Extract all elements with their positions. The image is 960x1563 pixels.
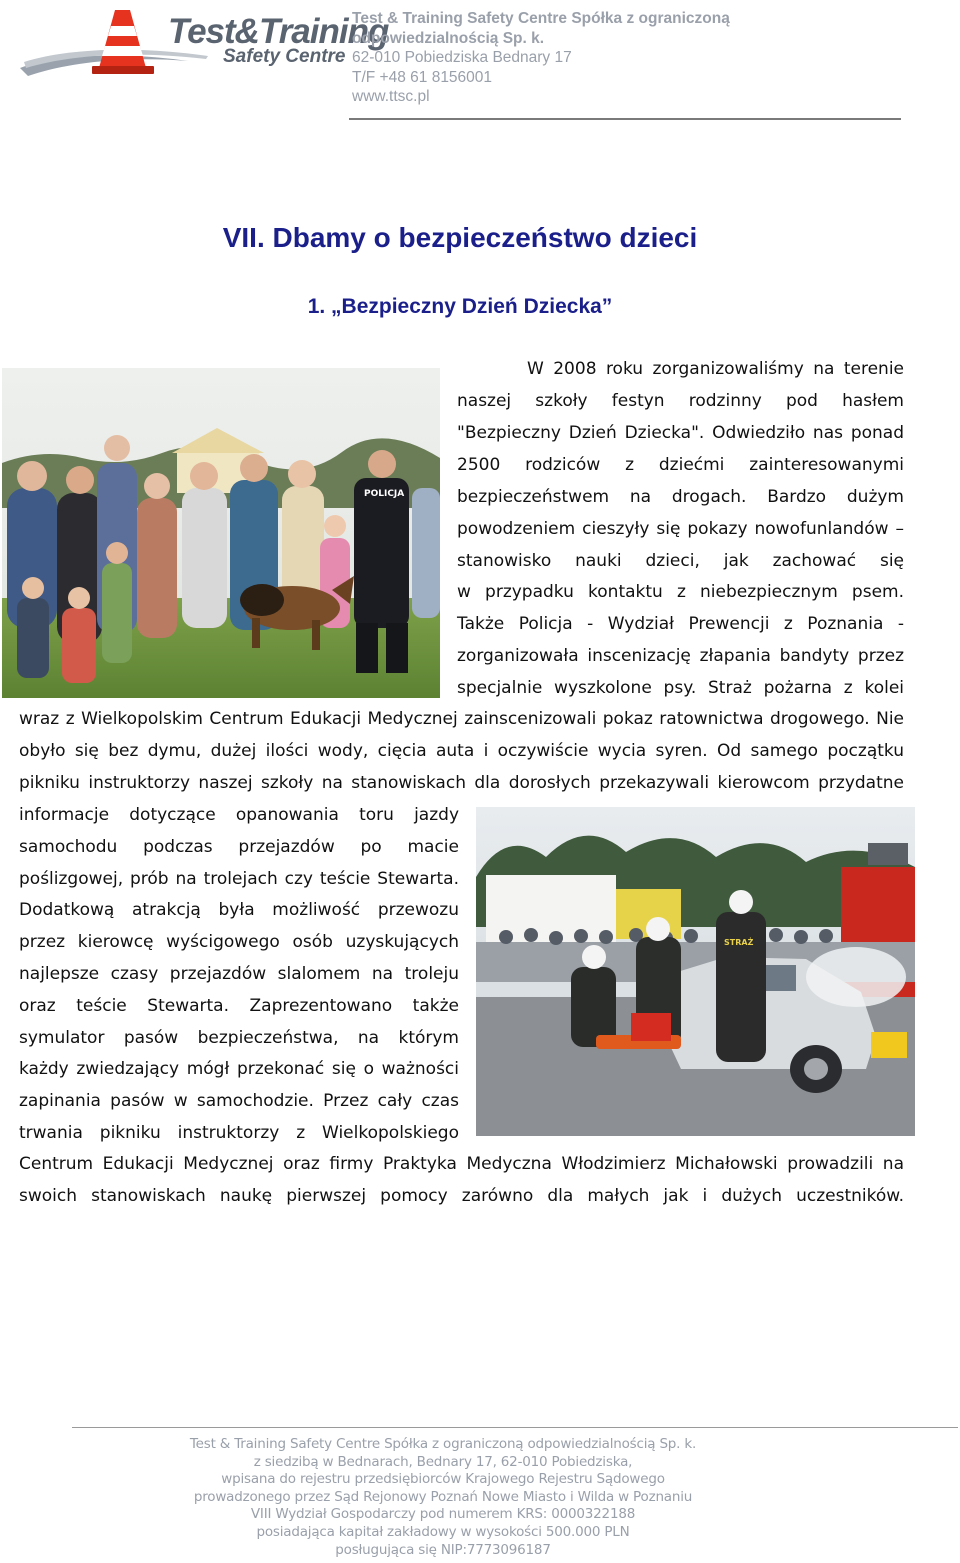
company-logo — [18, 6, 389, 106]
company-website-link[interactable]: www.ttsc.pl — [352, 88, 430, 105]
company-name-line1: Test & Training Safety Centre Spółka z ograniczoną — [352, 10, 730, 27]
paragraph-line: naszej szkoły festyn rodzinny pod hasłem — [457, 391, 904, 411]
photo-firefighters-rescue-demo — [476, 807, 915, 1136]
paragraph-line: "Bezpieczny Dzień Dziecka". Odwiedziło nas ponad — [457, 423, 904, 443]
paragraph-line: obyło się bez dymu, dużej ilości wody, cięcia auta i oczywiście wycia syren. Od samego początku — [19, 741, 904, 761]
paragraph-line: w przypadku kontaktu z niebezpiecznym psem. — [457, 582, 904, 602]
paragraph-line: specjalnie wyszkolone psy. Straż pożarna z kolei — [457, 678, 904, 698]
footer-legal-info — [0, 1436, 886, 1559]
footer-line: Test & Training Safety Centre Spółka z ograniczoną odpowiedzialnością Sp. k. — [189, 1436, 697, 1452]
paragraph-line: zorganizowała inscenizację złapania bandyty przez — [457, 646, 904, 666]
paragraph-line: najlepsze czasy przejazdów slalomem na troleju — [19, 964, 459, 984]
paragraph-line: pikniku instruktorzy naszej szkoły na stanowiskach dla dorosłych przekazywali kierowcom przydatne — [19, 773, 904, 793]
paragraph-line: symulator pasów bezpieczeństwa, na którym — [19, 1028, 459, 1048]
paragraph-line: każdy zwiedzający mógł przekonać się o ważności — [19, 1059, 459, 1079]
footer-line: prowadzonego przez Sąd Rejonowy Poznań Nowe Miasto i Wilda w Poznaniu — [193, 1488, 693, 1505]
paragraph-line: W 2008 roku zorganizowaliśmy na terenie — [527, 359, 904, 379]
paragraph-line: wraz z Wielkopolskim Centrum Edukacji Medycznej zainscenizowali pokaz ratownictwa drogowego. Nie — [19, 709, 904, 729]
paragraph-line: powodzeniem cieszyły się pokazy nowofunlandów – — [457, 519, 904, 539]
logo-wordmark: Test&Training — [168, 12, 389, 51]
firefighter-uniform-text: STRAŻ — [724, 938, 754, 947]
paragraph-line: Także Policja - Wydział Prewencji z Poznania - — [457, 614, 904, 634]
paragraph-line: swoich stanowiskach naukę pierwszej pomocy zarówno dla małych jak i dużych uczestników. — [19, 1186, 904, 1206]
company-address: 62-010 Pobiedziska Bednary 17 — [352, 49, 572, 66]
header-divider — [349, 118, 901, 120]
company-info — [352, 9, 730, 107]
paragraph-line: poślizgowej, prób na trolejach czy teście Stewarta. — [19, 869, 459, 889]
footer-line: posługująca się NIP:7773096187 — [335, 1541, 551, 1558]
paragraph-line: zapinania pasów w samochodzie. Przez cały czas — [19, 1091, 459, 1111]
paragraph-line: trwania pikniku instruktorzy z Wielkopolskiego — [19, 1123, 459, 1143]
company-phone: T/F +48 61 8156001 — [352, 68, 493, 86]
logo-subtitle: Safety Centre — [223, 46, 346, 67]
footer-divider — [72, 1427, 958, 1428]
paragraph-line: Centrum Edukacji Medycznej oraz firmy Praktyka Medyczna Włodzimierz Michałowski prowadzili na — [19, 1154, 904, 1174]
footer-line: z siedzibą w Bednarach, Bednary 17, 62-010 Pobiedziska, — [253, 1453, 633, 1470]
subsection-title: 1. „Bezpieczny Dzień Dziecka” — [307, 295, 613, 318]
section-title: VII. Dbamy o bezpieczeństwo dzieci — [222, 222, 698, 253]
paragraph-line: przez kierowcę wyścigowego osób uzyskujących — [19, 932, 459, 952]
paragraph-line: oraz teście Stewarta. Zaprezentowano także — [19, 996, 459, 1016]
police-vest-text: POLICJA — [364, 489, 405, 499]
paragraph-line: informacje dotyczące opanowania toru jazdy — [19, 805, 459, 825]
paragraph-line: stanowisko nauki dzieci, jak zachować się — [457, 551, 904, 571]
paragraph-line: bezpieczeństwem na drogach. Bardzo dużym — [457, 487, 904, 507]
company-name-line2: odpowiedzialnością Sp. k. — [352, 29, 545, 47]
footer-line: wpisana do rejestru przedsiębiorców Krajowego Rejestru Sądowego — [221, 1471, 665, 1488]
photo-police-dog-show — [2, 368, 440, 698]
footer-line: posiadająca kapitał zakładowy w wysokości 500.000 PLN — [256, 1523, 630, 1540]
paragraph-line: 2500 rodziców z dziećmi zainteresowanymi — [457, 455, 904, 475]
footer-line: VIII Wydział Gospodarczy pod numerem KRS: 0000322188 — [250, 1506, 636, 1523]
paragraph-line: Dodatkową atrakcją była możliwość przewozu — [19, 900, 459, 920]
paragraph-line: samochodu podczas przejazdów po macie — [19, 837, 459, 857]
